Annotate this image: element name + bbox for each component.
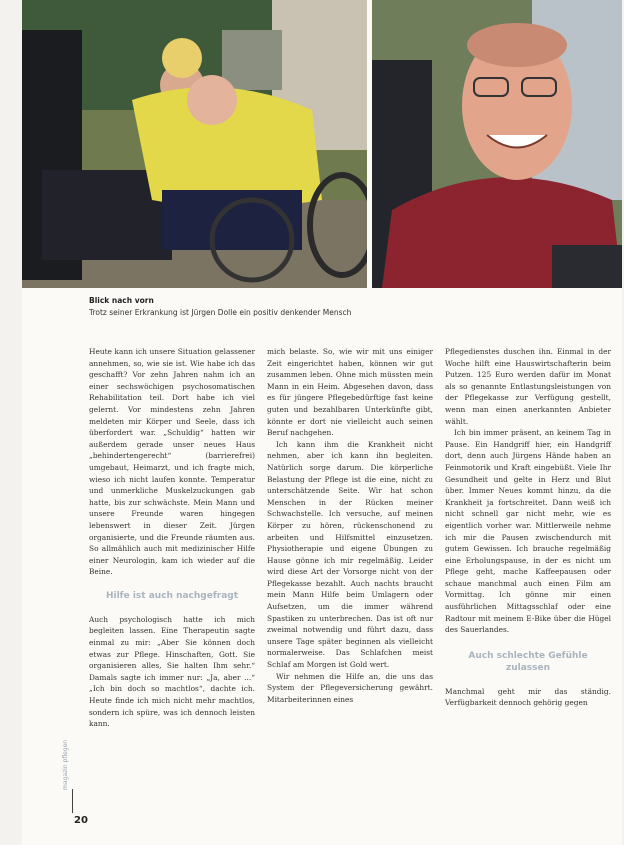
paragraph: Ich kann ihm die Krankheit nicht nehmen, aber ich kann ihn begleiten. Natürlich sorge darum. Die körperliche Belastung der Pflege ist die eine, nicht zu unterschätzende Seite. Wir hat schon Menschen in der Rücken meiner Schwachstelle. Ich versuche, auf meinen Körper zu hören, rückenschonend zu arbeiten und Hilfsmittel einzusetzen. Physiotherapie und eigene Übungen zu Hause gönne ich mir regelmäßig. Leider wird diese Art der Vorsorge nicht von der Pflegekasse bezahlt. Auch nachts braucht mein Mann Hilfe beim Umlagern oder Aufsetzen, um die immer während Spastiken zu unterbrechen. Das ist oft nur zweimal notwendig und führt dazu, dass unsere Tage später beginnen als vielleicht normalerweise. Das Schlafchen meist Schlaf am Morgen ist Gold wert. (267, 439, 433, 670)
subheading: Hilfe ist auch nachgefragt (105, 590, 239, 601)
page-number: 20 (74, 815, 88, 826)
subheading: Auch schlechte Gefühle zulassen (468, 650, 588, 673)
photo-strip (22, 0, 622, 288)
paragraph: Heute kann ich unsere Situation gelassener annehmen, so, wie sie ist. Wie habe ich das geschafft? Vor zehn Jahren nahm ich an einer sechswöchigen psychosomatischen Rehabilitation teil. Dort habe ich viel gelernt. Vor mindestens zehn Jahren meldeten mir Körper und Seele, dass ich überfordert war. „Schuldig“ hatten wir außerdem gerade unser neues Haus „behindertengerecht“ (barrierefrei) umgebaut, Heimarzt, und ich fragte mich, wieso ich nicht laufen konnte. Temperatur und unmerkliche Muskelzuckungen gab hatte, bis zur schwächste. Mein Mann und unsere Freunde waren hingegen lebenswert in dieser Zeit. Jürgen organisierte, und die Freunde räumten aus. So allmählich auch mit medizinischer Hilfe einer Neurologin, kam ich wieder auf die Beine. (89, 347, 255, 577)
photo-caption-title: Blick nach vorn (89, 296, 154, 305)
photo-smiling-man-portrait (372, 0, 622, 288)
paragraph: Wir nehmen die Hilfe an, die uns das System der Pflegeversicherung gewährt. Mitarbeiterinnen eines (267, 671, 433, 704)
magazine-side-label (62, 700, 76, 790)
photo-man-transferring-wheelchair (22, 0, 367, 288)
paragraph: Manchmal geht mir das ständig. Verfügbarkeit dennoch gehörig gegen (445, 686, 611, 708)
paragraph: Ich bin immer präsent, an keinem Tag in Pause. Ein Handgriff hier, ein Handgriff dort, denn auch Jürgens Hände haben an Feinmotorik und Kraft eingebüßt. Viele Ihr Gesundheit und gelte in Herz und Blut über. Immer Neues kommt hinzu, da die Krankheit ja fortschreitet. Dann weiß ich nicht schnell gar nicht mehr, wie es eigentlich vorher war. Mittlerweile nehme ich mir die Pausen zwischendurch mit gutem Gewissen. Ich brauche regelmäßig eine Erholungspause, in der es nicht um Pflege geht, mache Kaffeepausen oder schaue manchmal auch einen Film am Vormittag. Ich gönne mir einen ausführlichen Mittagsschlaf oder eine Radtour mit meinem E-Bike über die Hügel des Sauerlandes. (445, 428, 611, 635)
side-label-text: magazin pflegen (62, 739, 69, 790)
paragraph: Auch psychologisch hatte ich mich begleiten lassen. Eine Therapeutin sagte einmal zu mir: „Aber Sie können doch etwas zur Pflege. Hinschaften, Gott. Sie organisieren alles, Sie halten Ihm sehr.“ Damals sagte ich immer nur: „Ja, aber ...“ „Ich bin doch so machtlos“, dachte ich. Heute finde ich mich nicht mehr machtlos, sondern ich spüre, was ich dennoch leisten kann. (89, 614, 255, 729)
article-body (89, 346, 611, 826)
photo-caption-text: Trotz seiner Erkrankung ist Jürgen Dolle ein positiv denkender Mensch (89, 308, 352, 317)
magazine-page (22, 0, 622, 845)
paragraph: Pflegedienstes duschen ihn. Einmal in der Woche hilft eine Hauswirtschafterin beim Putzen. 125 Euro werden dafür im Monat als so genannte Entlastungsleistungen von der Pflegekasse zur Verfügung gestellt, wenn man einen anerkannten Anbieter wählt. (445, 347, 611, 426)
paragraph: mich belaste. So, wie wir mit uns einiger Zeit eingerichtet haben, können wir gut zusammen leben. Ohne mich müssten mein Mann in ein Heim. Abgesehen davon, dass es für jüngere Pflegebedürftige fast keine guten und bezahlbaren Unterkünfte gibt, könnte er dort nie vielleicht auch seinen Beruf nachgehen. (267, 347, 433, 438)
article-column-2 (267, 346, 433, 705)
article-column-3 (445, 346, 611, 709)
page-number-rule (72, 789, 73, 813)
article-column-1 (89, 346, 255, 730)
